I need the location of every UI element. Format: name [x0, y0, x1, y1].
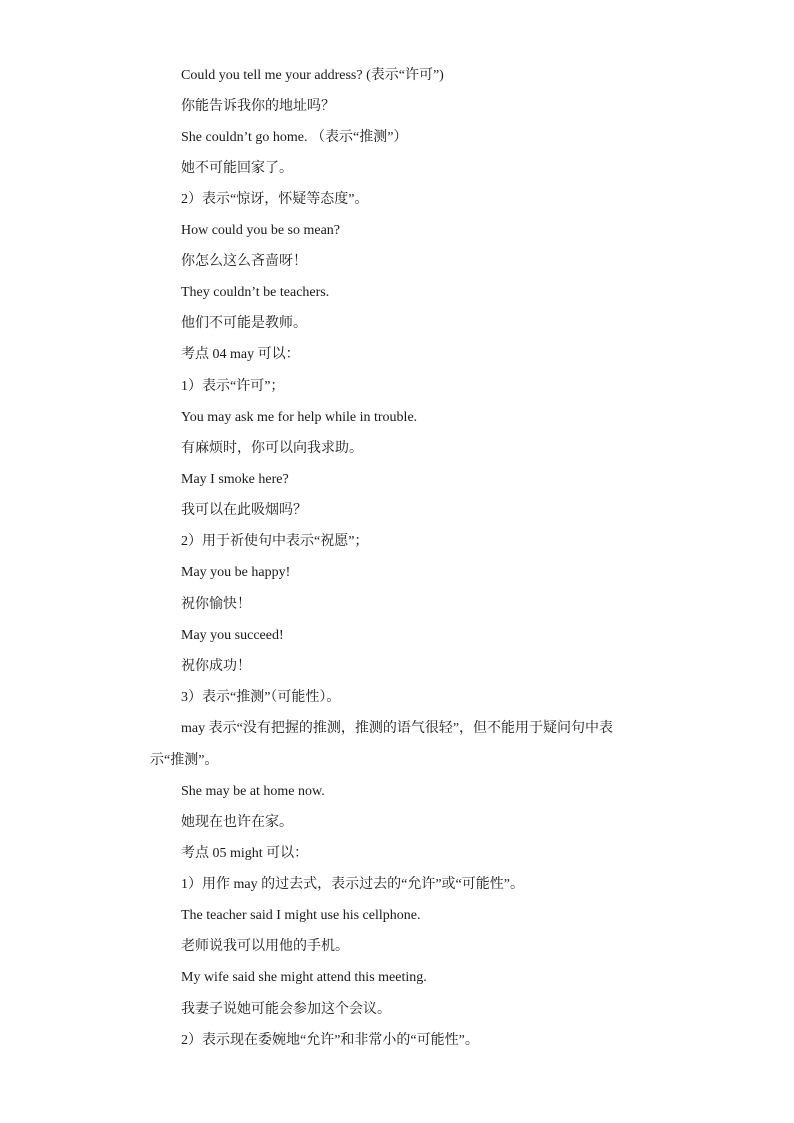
text-line: May you be happy! [181, 565, 291, 580]
text-line: 老师说我可以用他的手机。 [181, 939, 349, 954]
text-line: 她不可能回家了。 [181, 161, 293, 176]
text-line: 她现在也许在家。 [181, 815, 293, 830]
text-line: 你怎么这么吝啬呀！ [181, 254, 307, 269]
section-heading: 考点 04 may 可以： [181, 347, 300, 362]
text-line: She couldn’t go home. （表示“推测”） [181, 130, 408, 145]
text-line: 我妻子说她可能会参加这个会议。 [181, 1002, 391, 1017]
section-heading: 考点 05 might 可以： [181, 846, 309, 861]
text-line: 3）表示“推测”（可能性）。 [181, 690, 341, 705]
text-line: 1）表示“许可”； [181, 379, 285, 394]
text-line: may 表示“没有把握的推测，推测的语气很轻”，但不能用于疑问句中表 [181, 721, 614, 736]
text-line: 你能告诉我你的地址吗？ [181, 99, 335, 114]
text-line: 祝你愉快！ [181, 597, 251, 612]
text-line: 2）表示现在委婉地“允许”和非常小的“可能性”。 [181, 1033, 479, 1048]
text-line: 他们不可能是教师。 [181, 316, 307, 331]
text-line: Could you tell me your address? (表示“许可”) [181, 68, 444, 83]
text-line: May you succeed! [181, 628, 284, 643]
text-line: You may ask me for help while in trouble. [181, 410, 418, 425]
text-line: 示“推测”。 [150, 753, 219, 768]
text-line: 有麻烦时，你可以向我求助。 [181, 441, 363, 456]
text-line: May I smoke here? [181, 472, 289, 487]
text-line: The teacher said I might use his cellphone. [181, 908, 421, 923]
text-line: How could you be so mean? [181, 223, 341, 238]
text-line: 2）用于祈使句中表示“祝愿”； [181, 534, 369, 549]
text-line: 2）表示“惊讶，怀疑等态度”。 [181, 192, 369, 207]
text-line: My wife said she might attend this meeting. [181, 970, 427, 985]
text-line: They couldn’t be teachers. [181, 285, 330, 300]
text-line: 我可以在此吸烟吗？ [181, 503, 307, 518]
text-line: 祝你成功！ [181, 659, 251, 674]
text-line: She may be at home now. [181, 784, 325, 799]
text-line: 1）用作 may 的过去式，表示过去的“允许”或“可能性”。 [181, 877, 524, 892]
